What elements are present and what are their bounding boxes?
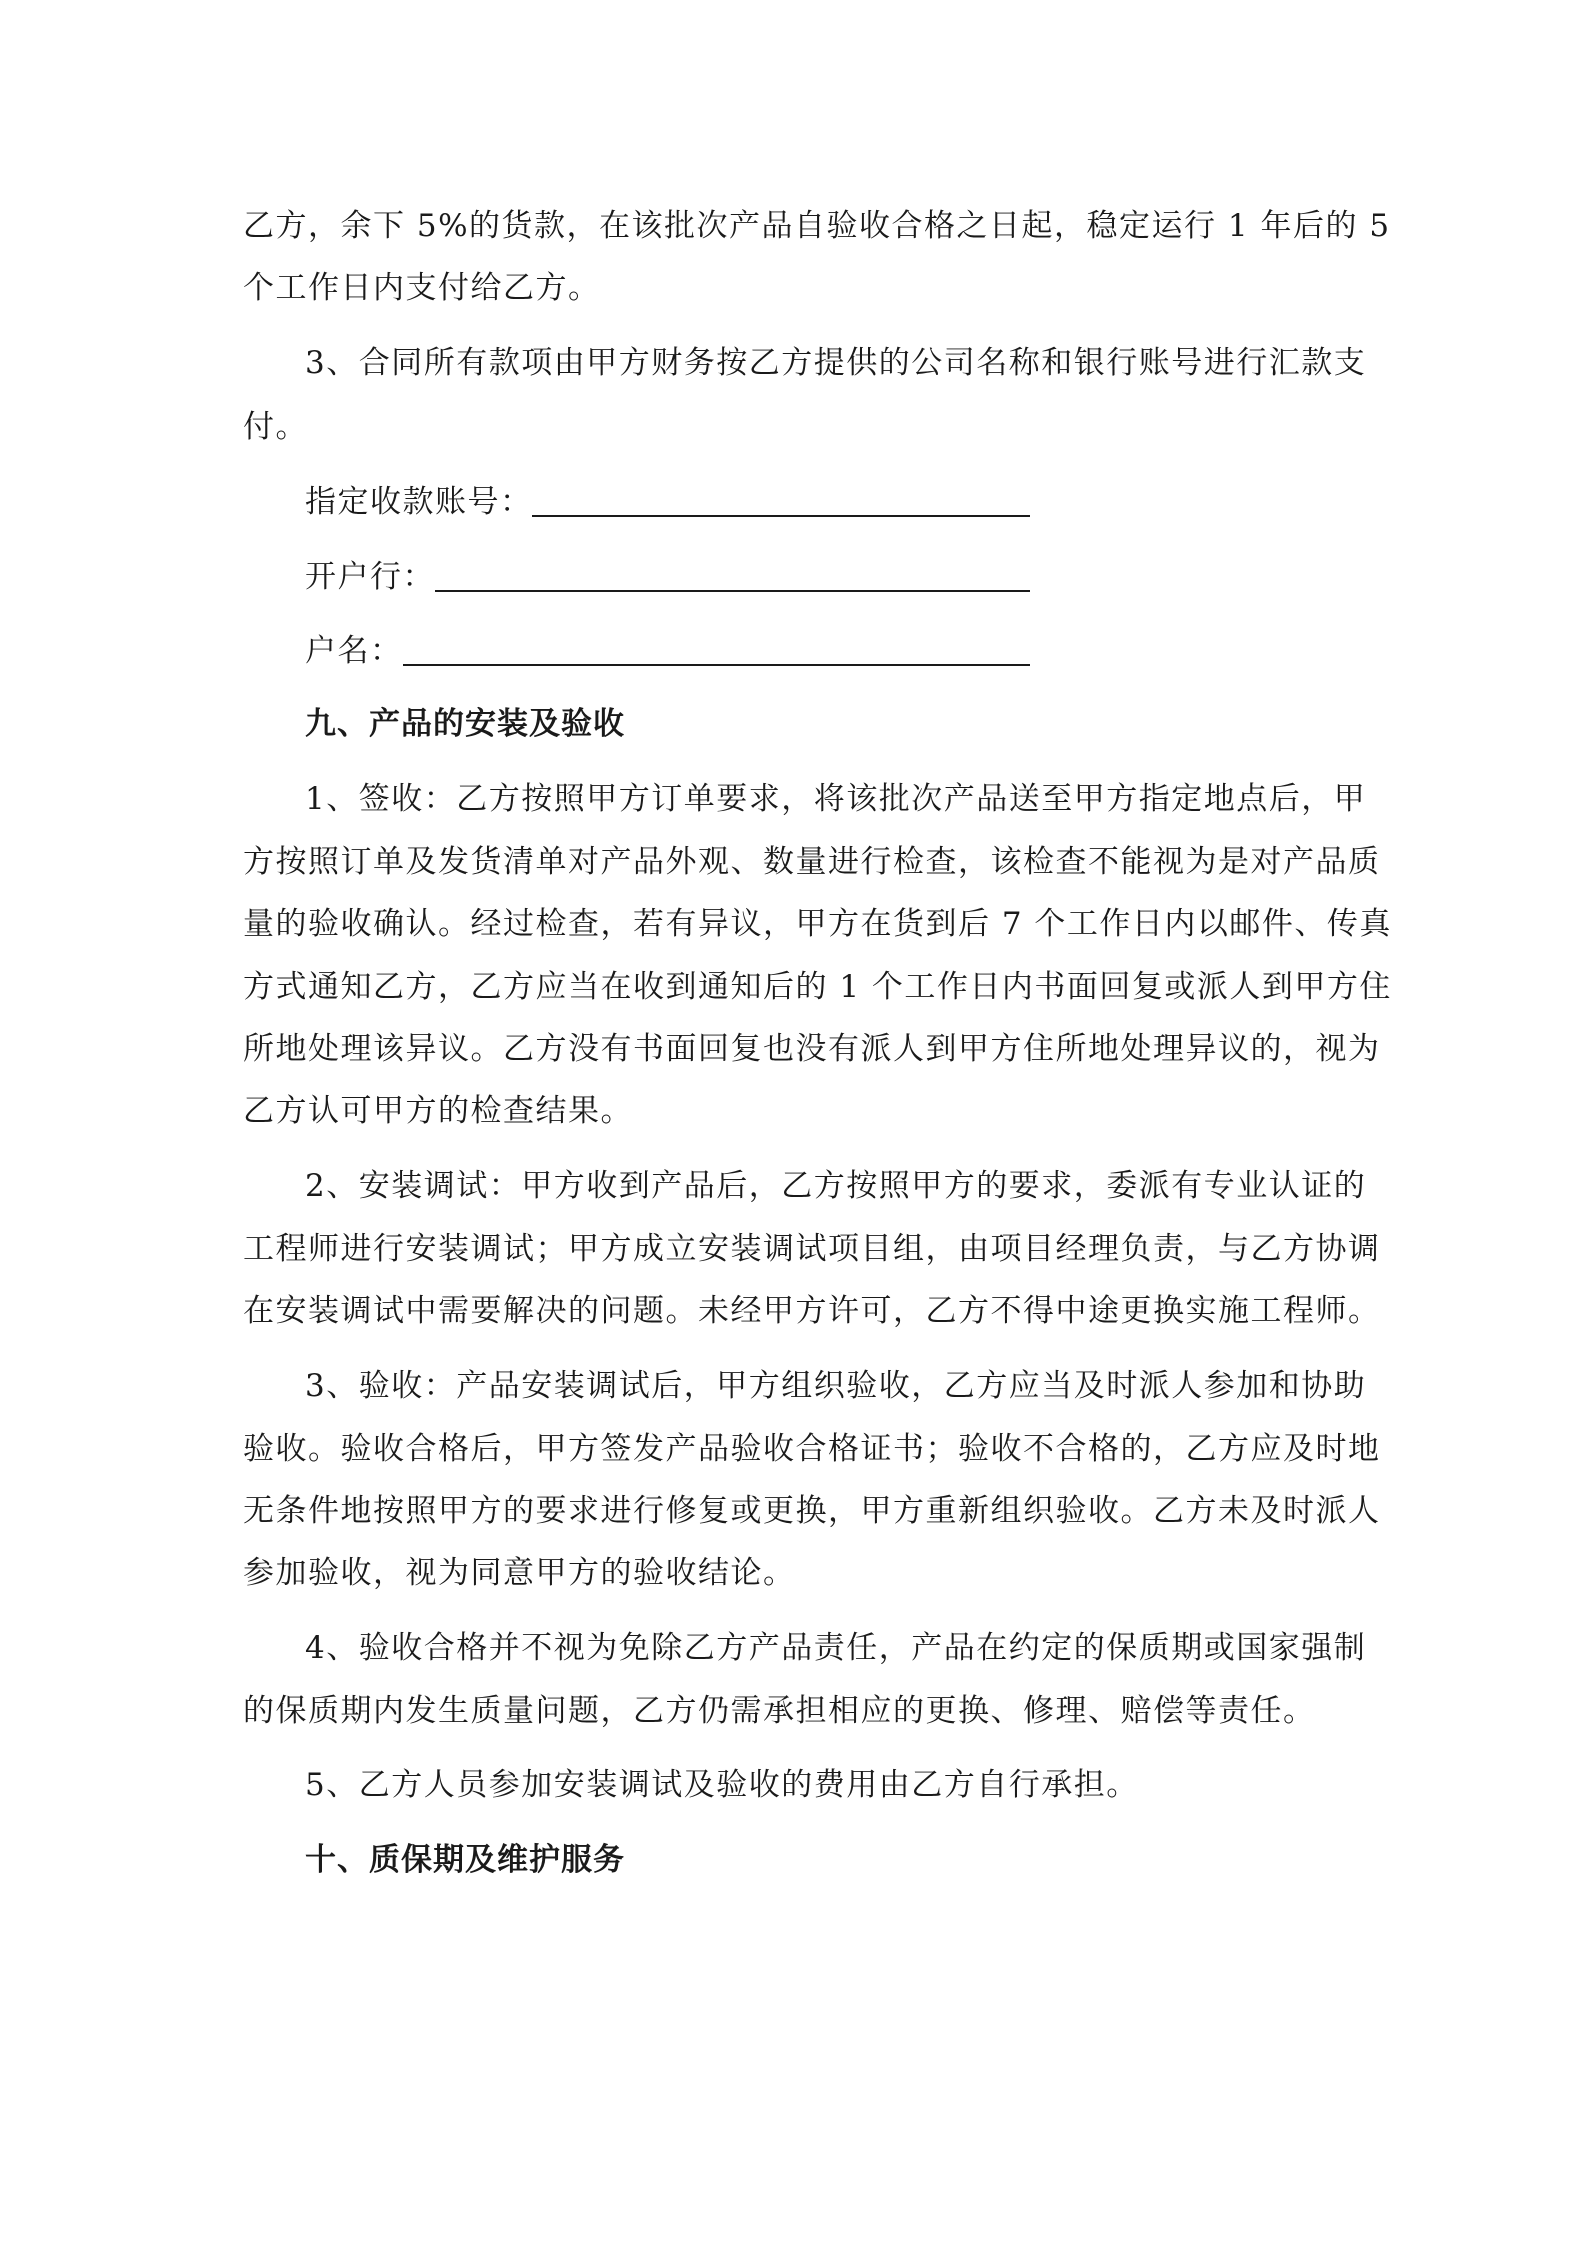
paragraph-line: 乙方，余下 5%的货款，在该批次产品自验收合格之日起，稳定运行 1 年后的 5 <box>243 208 1391 244</box>
paragraph-line: 工程师进行安装调试；甲方成立安装调试项目组，由项目经理负责，与乙方协调 <box>243 1231 1381 1267</box>
account-label: 指定收款账号： <box>305 484 533 520</box>
paragraph-line: 方按照订单及发货清单对产品外观、数量进行检查，该检查不能视为是对产品质 <box>243 844 1381 880</box>
paragraph-line: 验收。验收合格后，甲方签发产品验收合格证书；验收不合格的，乙方应及时地 <box>243 1431 1381 1467</box>
paragraph-line: 3、合同所有款项由甲方财务按乙方提供的公司名称和银行账号进行汇款支 <box>305 345 1367 381</box>
bank-blank-line[interactable] <box>435 590 1030 592</box>
holder-label: 户名： <box>305 633 403 669</box>
paragraph-line: 所地处理该异议。乙方没有书面回复也没有派人到甲方住所地处理异议的，视为 <box>243 1031 1381 1067</box>
account-blank-line[interactable] <box>532 515 1030 517</box>
paragraph-line: 1、签收：乙方按照甲方订单要求，将该批次产品送至甲方指定地点后，甲 <box>305 781 1367 817</box>
bank-label: 开户行： <box>305 559 435 595</box>
paragraph-line: 参加验收，视为同意甲方的验收结论。 <box>243 1555 796 1591</box>
holder-blank-line[interactable] <box>403 664 1030 666</box>
paragraph-line: 5、乙方人员参加安装调试及验收的费用由乙方自行承担。 <box>305 1767 1139 1803</box>
paragraph-line: 3、验收：产品安装调试后，甲方组织验收，乙方应当及时派人参加和协助 <box>305 1368 1367 1404</box>
paragraph-line: 在安装调试中需要解决的问题。未经甲方许可，乙方不得中途更换实施工程师。 <box>243 1293 1381 1329</box>
paragraph-line: 方式通知乙方，乙方应当在收到通知后的 1 个工作日内书面回复或派人到甲方住 <box>243 969 1392 1005</box>
paragraph-line: 的保质期内发生质量问题，乙方仍需承担相应的更换、修理、赔偿等责任。 <box>243 1693 1316 1729</box>
paragraph-line: 4、验收合格并不视为免除乙方产品责任，产品在约定的保质期或国家强制 <box>305 1630 1367 1666</box>
paragraph-line: 个工作日内支付给乙方。 <box>243 270 601 306</box>
section-heading: 十、质保期及维护服务 <box>305 1842 625 1878</box>
paragraph-line: 量的验收确认。经过检查，若有异议，甲方在货到后 7 个工作日内以邮件、传真 <box>243 906 1392 942</box>
paragraph-line: 2、安装调试：甲方收到产品后，乙方按照甲方的要求，委派有专业认证的 <box>305 1168 1367 1204</box>
paragraph-line: 无条件地按照甲方的要求进行修复或更换，甲方重新组织验收。乙方未及时派人 <box>243 1493 1381 1529</box>
paragraph-line: 乙方认可甲方的检查结果。 <box>243 1093 633 1129</box>
section-heading: 九、产品的安装及验收 <box>305 706 625 742</box>
paragraph-line: 付。 <box>243 409 308 445</box>
